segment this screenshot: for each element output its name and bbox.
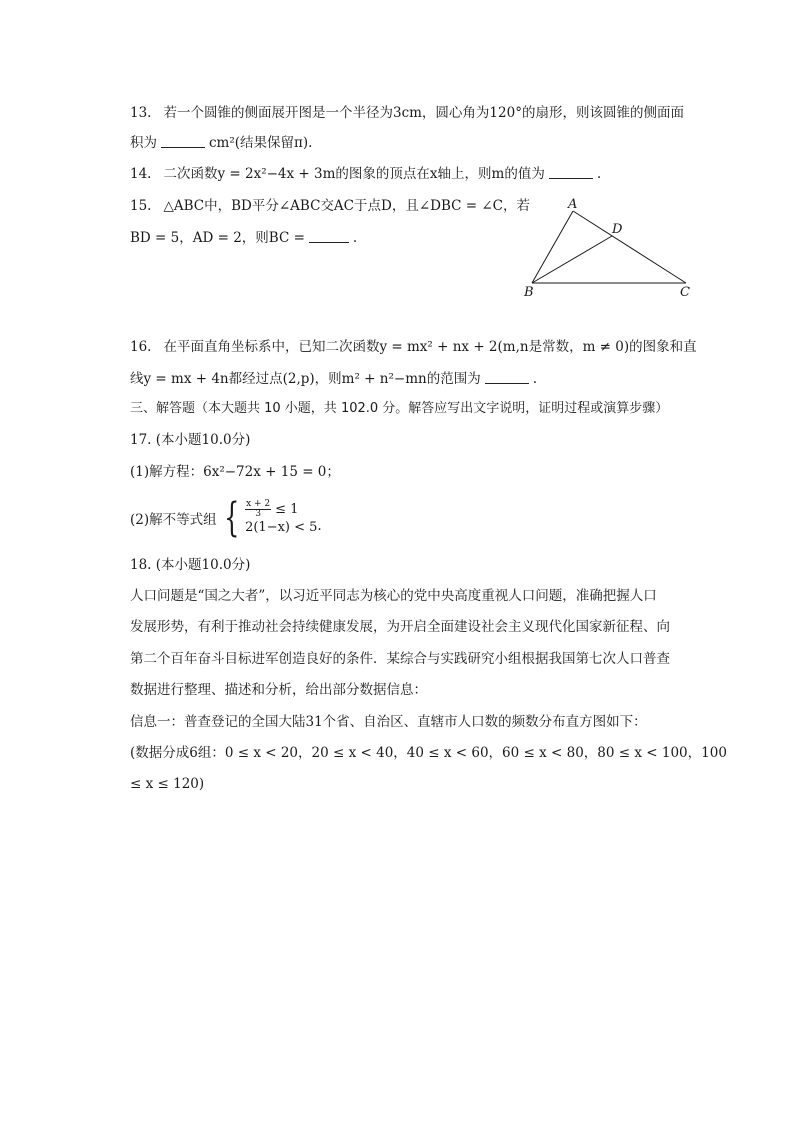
question-16-text: 在平面直角坐标系中，已知二次函数y = mx² + nx + 2(m,n是常数，m ≠ 0)的图象和直 [163, 339, 697, 355]
inequality-system [245, 500, 317, 537]
point-label-d: D [612, 222, 623, 237]
segment-bd [532, 236, 612, 283]
triangle-figure [518, 196, 698, 300]
question-18-header: 18. (本小题10.0分) [130, 557, 251, 573]
question-14-text: 二次函数y = 2x²−4x + 3m的图象的顶点在x轴上，则m的值为 [163, 166, 545, 182]
question-17-part-1: (1)解方程：6x²−72x + 15 = 0； [130, 464, 340, 480]
question-15-line-2 [130, 228, 357, 248]
info-one: 信息一：普查登记的全国大陆31个省、自治区、直辖市人口数的频数分布直方图如下： [130, 714, 647, 730]
answer-blank-15[interactable] [309, 228, 349, 243]
question-15-end: . [352, 230, 358, 246]
question-15-text: △ABC中，BD平分∠ABC交AC于点D，且∠DBC = ∠C，若 [163, 198, 530, 214]
paragraph-line-2: 发展形势，有利于推动社会持续健康发展，为开启全面建设社会主义现代化国家新征程、向 [130, 619, 670, 635]
answer-blank-16[interactable] [485, 369, 529, 384]
question-17-part-2-label: (2)解不等式组 [130, 512, 217, 528]
vertex-label-c: C [680, 285, 690, 300]
inequality-row-1-rest: ≤ 1 [275, 501, 299, 517]
question-15-text-before-blank: BD = 5，AD = 2，则BC = [130, 230, 305, 246]
segment-ac [573, 211, 686, 283]
answer-blank-14[interactable] [549, 164, 593, 179]
left-brace: { [223, 495, 239, 541]
question-14-number: 14. [130, 166, 152, 182]
question-13-text: 若一个圆锥的侧面展开图是一个半径为3cm，圆心角为120°的扇形，则该圆锥的侧面面 [163, 105, 684, 121]
vertex-label-a: A [568, 197, 578, 212]
question-16-text-before-blank: 线y = mx + 4n都经过点(2,p)，则m² + n²−mn的范围为 [130, 371, 481, 387]
question-13-number: 13. [130, 105, 152, 121]
vertex-label-b: B [524, 285, 534, 300]
groups-line-1: (数据分成6组：0 ≤ x < 20，20 ≤ x < 40，40 ≤ x < 60，60 ≤ x < 80，80 ≤ x < 100，100 [130, 745, 727, 761]
question-16-line-2 [130, 369, 537, 389]
answer-blank-13[interactable] [161, 133, 205, 148]
groups-line-2: ≤ x ≤ 120) [130, 776, 205, 792]
question-17-header: 17. (本小题10.0分) [130, 432, 251, 448]
question-15-line-1 [130, 196, 530, 216]
question-13-line-2 [130, 133, 312, 153]
inequality-row-1 [245, 500, 317, 519]
fraction-denominator: 3 [255, 508, 261, 519]
fraction-numerator: x + 2 [246, 498, 271, 509]
inequality-row-2: 2(1−x) < 5 [245, 519, 318, 535]
fraction [245, 500, 271, 519]
question-15-number: 15. [130, 198, 152, 214]
question-16-number: 16. [130, 339, 152, 355]
question-13-text-after-blank: cm²(结果保留π). [209, 135, 313, 151]
question-17-part-2 [130, 496, 322, 540]
segment-ab [532, 211, 573, 283]
question-14-end: . [596, 166, 602, 182]
question-13-text-before-blank: 积为 [130, 135, 157, 151]
question-16-end: . [532, 371, 537, 387]
question-17-end: . [317, 518, 322, 534]
paragraph-line-1: 人口问题是“国之大者”，以习近平同志为核心的党中央高度重视人口问题，准确把握人口 [130, 588, 657, 604]
paragraph-line-4: 数据进行整理、描述和分析，给出部分数据信息： [130, 682, 427, 698]
question-13-line-1 [130, 103, 684, 123]
question-16-line-1 [130, 337, 697, 357]
paragraph-line-3: 第二个百年奋斗目标进军创造良好的条件．某综合与实践研究小组根据我国第七次人口普查 [130, 651, 670, 667]
question-14 [130, 164, 601, 184]
section-title: 三、解答题（本大题共 10 小题，共 102.0 分。解答应写出文字说明，证明过程或演算步骤） [130, 401, 669, 416]
